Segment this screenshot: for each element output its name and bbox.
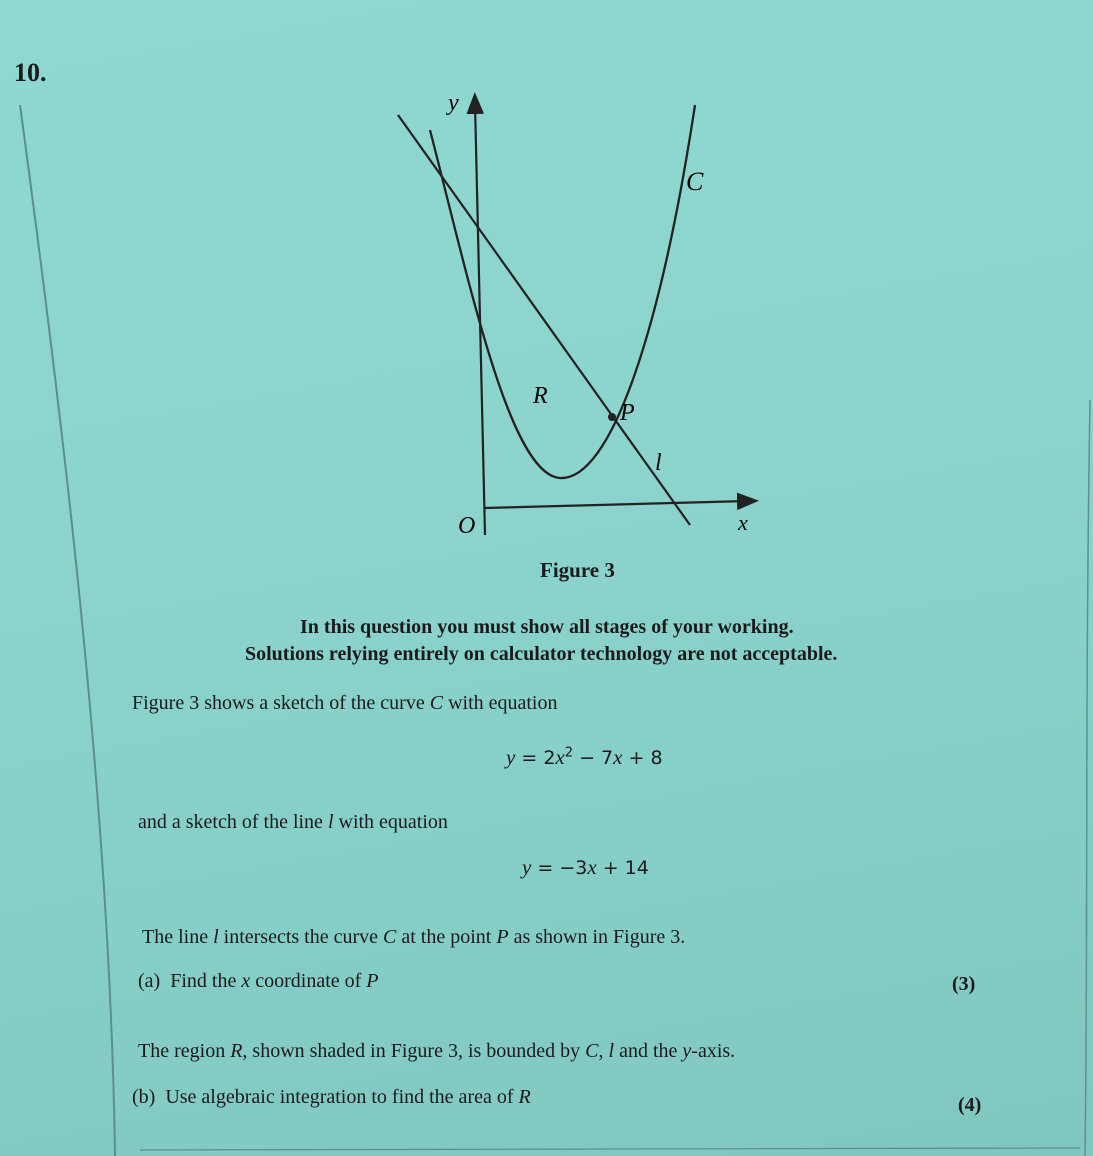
instruction-line-1: In this question you must show all stages of your working. — [300, 616, 794, 638]
region-statement: The region R, shown shaded in Figure 3, is bounded by C, l and the y-axis. — [138, 1040, 736, 1062]
curve-label: C — [686, 167, 704, 196]
y-axis-label: y — [448, 90, 459, 116]
point-label: P — [620, 400, 635, 426]
curve-equation: $y = 2x^2 - 7x + 8$ — [506, 745, 663, 769]
line-label: l — [655, 450, 662, 476]
question-number: 10. — [14, 58, 47, 87]
part-a-marks: (3) — [952, 973, 976, 995]
part-b-marks: (4) — [958, 1094, 982, 1116]
line-equation: y = −3x + 14 — [522, 855, 649, 879]
y-axis — [475, 103, 485, 535]
x-axis-label: x — [738, 510, 748, 535]
figure-3-sketch — [360, 85, 780, 555]
curve-intro: Figure 3 shows a sketch of the curve C with equation — [132, 692, 558, 714]
curve-c — [430, 105, 695, 478]
x-axis — [485, 501, 748, 508]
line-l — [398, 115, 690, 525]
point-p — [608, 413, 616, 421]
line-intro: and a sketch of the line l with equation — [138, 811, 448, 833]
origin-label: O — [458, 513, 476, 539]
part-a-question: (a) Find the x coordinate of P — [138, 970, 379, 992]
intersection-statement: The line l intersects the curve C at the point P as shown in Figure 3. — [142, 926, 686, 948]
part-b-question: (b) Use algebraic integration to find the area of R — [132, 1086, 531, 1108]
figure-caption: Figure 3 — [540, 558, 615, 582]
region-label: R — [533, 383, 548, 409]
instruction-line-2: Solutions relying entirely on calculator technology are not acceptable. — [245, 643, 838, 665]
